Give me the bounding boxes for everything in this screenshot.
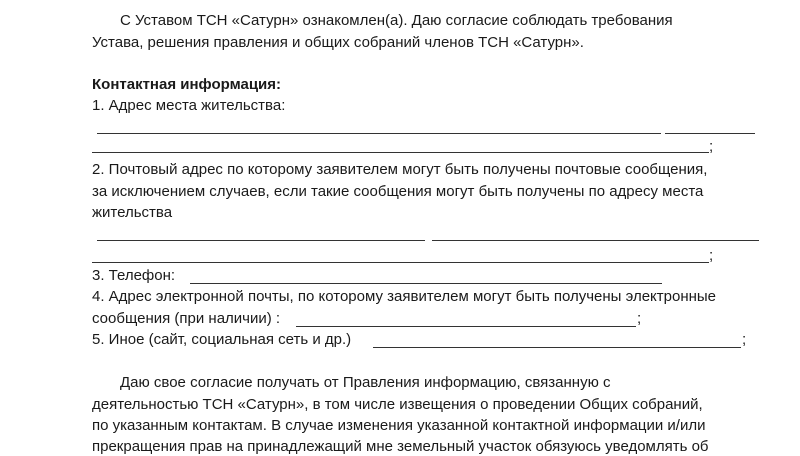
item-2-label-line-2: за исключением случаев, если такие сообщения могут быть получены по адресу места bbox=[92, 183, 704, 200]
item-4-label-line-1: 4. Адрес электронной почты, по которому заявителем могут быть получены электронные bbox=[92, 288, 717, 305]
postal-address-field-3[interactable] bbox=[92, 262, 709, 263]
item-5-label: 5. Иное (сайт, социальная сеть и др.) bbox=[92, 331, 352, 348]
item-3-label: 3. Телефон: bbox=[92, 267, 176, 284]
residence-address-field-1[interactable] bbox=[97, 133, 661, 134]
item-4-label-line-2: сообщения (при наличии) : bbox=[92, 310, 281, 327]
item-1-terminator: ; bbox=[709, 138, 714, 155]
email-field[interactable] bbox=[296, 326, 636, 327]
postal-address-field-2[interactable] bbox=[432, 240, 759, 241]
charter-consent-line-1: С Уставом ТСН «Сатурн» ознакомлен(а). Даю согласие соблюдать требования bbox=[120, 12, 673, 29]
item-4-terminator: ; bbox=[637, 310, 642, 327]
residence-address-field-2[interactable] bbox=[665, 133, 755, 134]
notifications-consent-line-4: прекращения прав на принадлежащий мне земельный участок обязуюсь уведомлять об bbox=[92, 438, 709, 455]
residence-address-field-3[interactable] bbox=[92, 152, 709, 153]
contact-info-heading: Контактная информация: bbox=[92, 76, 282, 93]
other-contact-field[interactable] bbox=[373, 347, 741, 348]
notifications-consent-line-2: деятельностью ТСН «Сатурн», в том числе извещения о проведении Общих собраний, bbox=[92, 396, 703, 413]
item-2-label-line-3: жительства bbox=[92, 204, 173, 221]
phone-field[interactable] bbox=[190, 283, 662, 284]
item-2-label-line-1: 2. Почтовый адрес по которому заявителем могут быть получены почтовые сообщения, bbox=[92, 161, 708, 178]
item-2-terminator: ; bbox=[709, 247, 714, 264]
notifications-consent-line-1: Даю свое согласие получать от Правления информацию, связанную с bbox=[120, 374, 611, 391]
charter-consent-line-2: Устава, решения правления и общих собраний членов ТСН «Сатурн». bbox=[92, 34, 584, 51]
item-5-terminator: ; bbox=[742, 331, 747, 348]
item-1-label: 1. Адрес места жительства: bbox=[92, 97, 286, 114]
notifications-consent-line-3: по указанным контактам. В случае изменения указанной контактной информации и/или bbox=[92, 417, 706, 434]
postal-address-field-1[interactable] bbox=[97, 240, 425, 241]
